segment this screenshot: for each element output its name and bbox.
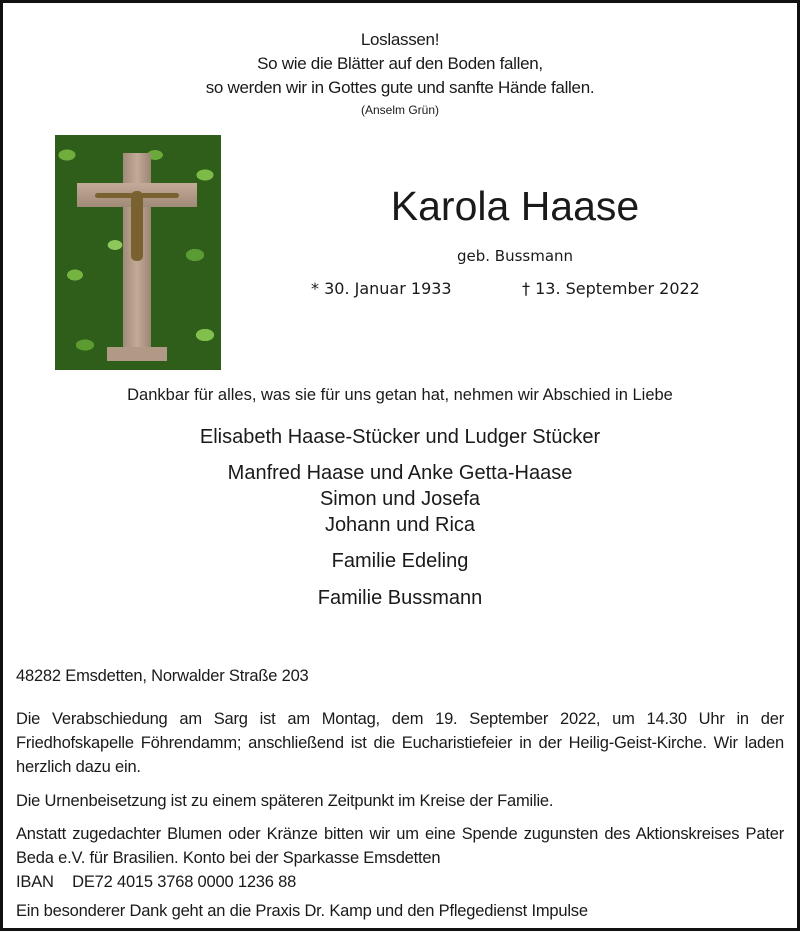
address: 48282 Emsdetten, Norwalder Straße 203 [16,667,309,685]
poem-author: (Anselm Grün) [360,103,440,117]
birth-name: geb. Bussmann [456,247,574,265]
donation-info: Anstatt zugedachter Blumen oder Kränze bitten wir um eine Spende zugunsten des Aktionskreises Pater Beda e.V. für Brasilien. Konto bei der Sparkasse Emsdetten [16,825,784,867]
deceased-name: Karola Haase [390,183,640,229]
mourner: Johann und Rica [324,514,476,536]
iban-value: DE72 4015 3768 0000 1236 88 [72,873,297,891]
mourner: Elisabeth Haase-Stücker und Ludger Stücker [199,426,601,448]
crucifix-photo [55,135,221,370]
mourner: Simon und Josefa [319,488,481,510]
farewell-line: Dankbar für alles, was sie für uns getan hat, nehmen wir Abschied in Liebe [127,386,673,404]
service-info: Die Verabschiedung am Sarg ist am Montag, dem 19. September 2022, um 14.30 Uhr in der Friedhofskapelle Föhrendamm; anschließend ist die Eucharistiefeier in der Heilig-Geist-Kirche. Wir laden herzlich dazu ein. [16,710,784,776]
poem-line: so werden wir in Gottes gute und sanfte Hände fallen. [205,78,595,97]
poem-line: Loslassen! [360,30,440,49]
death-date: † 13. September 2022 [522,279,700,298]
birth-date: * 30. Januar 1933 [311,279,452,298]
mourner: Manfred Haase und Anke Getta-Haase [227,462,573,484]
thanks-line: Ein besonderer Dank geht an die Praxis Dr. Kamp und den Pflegedienst Impulse [16,902,588,920]
mourner: Familie Edeling [331,550,469,572]
iban-label: IBAN [16,873,54,891]
mourner: Familie Bussmann [317,587,483,609]
urn-info: Die Urnenbeisetzung ist zu einem späteren Zeitpunkt im Kreise der Familie. [16,792,554,810]
poem-line: So wie die Blätter auf den Boden fallen, [257,54,543,73]
